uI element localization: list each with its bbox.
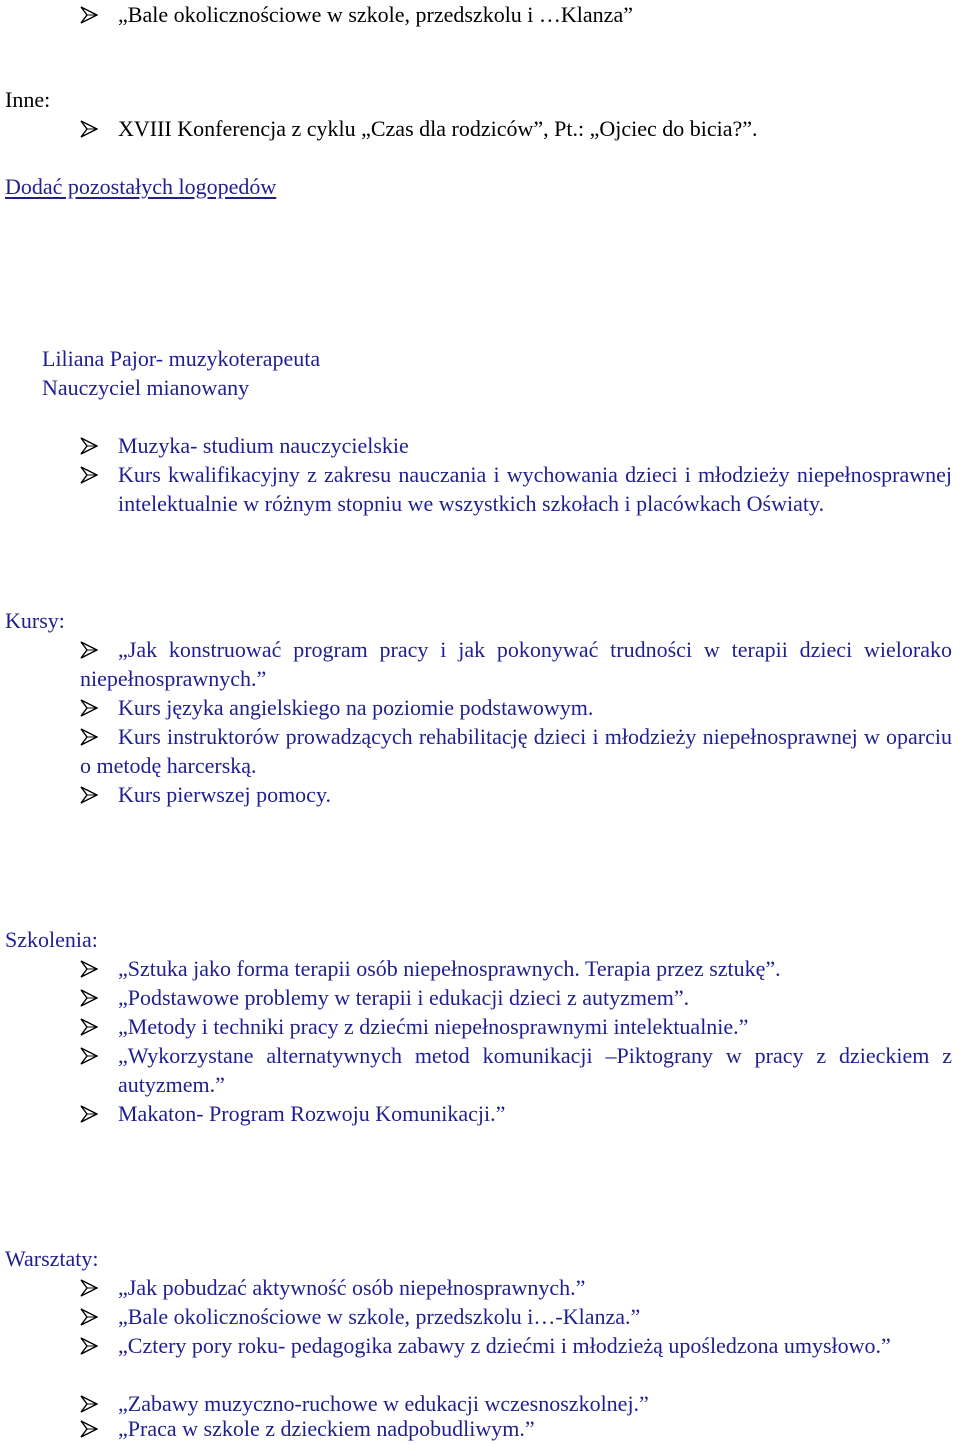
list-item-text: XVIII Konferencja z cyklu „Czas dla rodziców”, Pt.: „Ojciec do bicia?”.	[118, 116, 758, 141]
section-heading-warsztaty: Warsztaty:	[5, 1246, 99, 1271]
arrow-bullet-icon	[80, 466, 98, 484]
list-item-text: „Bale okolicznościowe w szkole, przedszkolu i…-Klanza.”	[118, 1304, 641, 1329]
note-line: Dodać pozostałych logopedów	[5, 174, 277, 199]
person-name-line: Liliana Pajor- muzykoterapeuta	[42, 346, 321, 371]
arrow-bullet-icon	[80, 1047, 98, 1065]
list-item-text: „Podstawowe problemy w terapii i edukacji dzieci z autyzmem”.	[118, 985, 690, 1010]
list-item-text: Makaton- Program Rozwoju Komunikacji.”	[118, 1101, 506, 1126]
list-item-text: „Jak konstruować program pracy i jak pokonywać trudności w terapii dzieci wielorako niepełnosprawnych.”	[80, 637, 952, 691]
list-item-text: „Metody i techniki pracy z dziećmi niepełnosprawnymi intelektualnie.”	[118, 1014, 749, 1039]
arrow-bullet-icon	[80, 120, 98, 138]
arrow-bullet-icon	[80, 1018, 98, 1036]
list-item-text: „Zabawy muzyczno-ruchowe w edukacji wczesnoszkolnej.”	[118, 1391, 649, 1416]
list-item-text: „Cztery pory roku- pedagogika zabawy z dziećmi i młodzieżą upośledzona umysłowo.”	[118, 1333, 891, 1358]
list-item-text: „Sztuka jako forma terapii osób niepełnosprawnych. Terapia przez sztukę”.	[118, 956, 781, 981]
person-title-line: Nauczyciel mianowany	[42, 375, 250, 400]
section-heading-kursy: Kursy:	[5, 608, 65, 633]
list-item-text: Kurs instruktorów prowadzących rehabilitację dzieci i młodzieży niepełnosprawnej w oparciu o metodę harcerską.	[80, 724, 952, 778]
arrow-bullet-icon	[80, 6, 98, 24]
list-item-text: „Bale okolicznościowe w szkole, przedszkolu i …Klanza”	[118, 2, 633, 27]
list-item-text: „Jak pobudzać aktywność osób niepełnosprawnych.”	[118, 1275, 586, 1300]
list-item-text: Kurs pierwszej pomocy.	[118, 782, 332, 807]
list-item-text: Kurs języka angielskiego na poziomie podstawowym.	[118, 695, 594, 720]
arrow-bullet-icon	[80, 437, 98, 455]
arrow-bullet-icon	[80, 989, 98, 1007]
list-item-text: „Wykorzystane alternatywnych metod komunikacji –Piktograny w pracy z dzieckiem z autyzmem.”	[118, 1043, 952, 1097]
arrow-bullet-icon	[80, 1105, 98, 1123]
section-heading-szkolenia: Szkolenia:	[5, 927, 98, 952]
list-item-text: „Praca w szkole z dzieckiem nadpobudliwym.”	[118, 1416, 535, 1441]
section-heading-inne: Inne:	[5, 87, 51, 112]
arrow-bullet-icon	[80, 960, 98, 978]
list-item-text: Muzyka- studium nauczycielskie	[118, 433, 409, 458]
list-item-text: Kurs kwalifikacyjny z zakresu nauczania i wychowania dzieci i młodzieży niepełnosprawnej intelektualnie w różnym stopniu we wszystkich szkołach i placówkach Oświaty.	[118, 462, 952, 516]
